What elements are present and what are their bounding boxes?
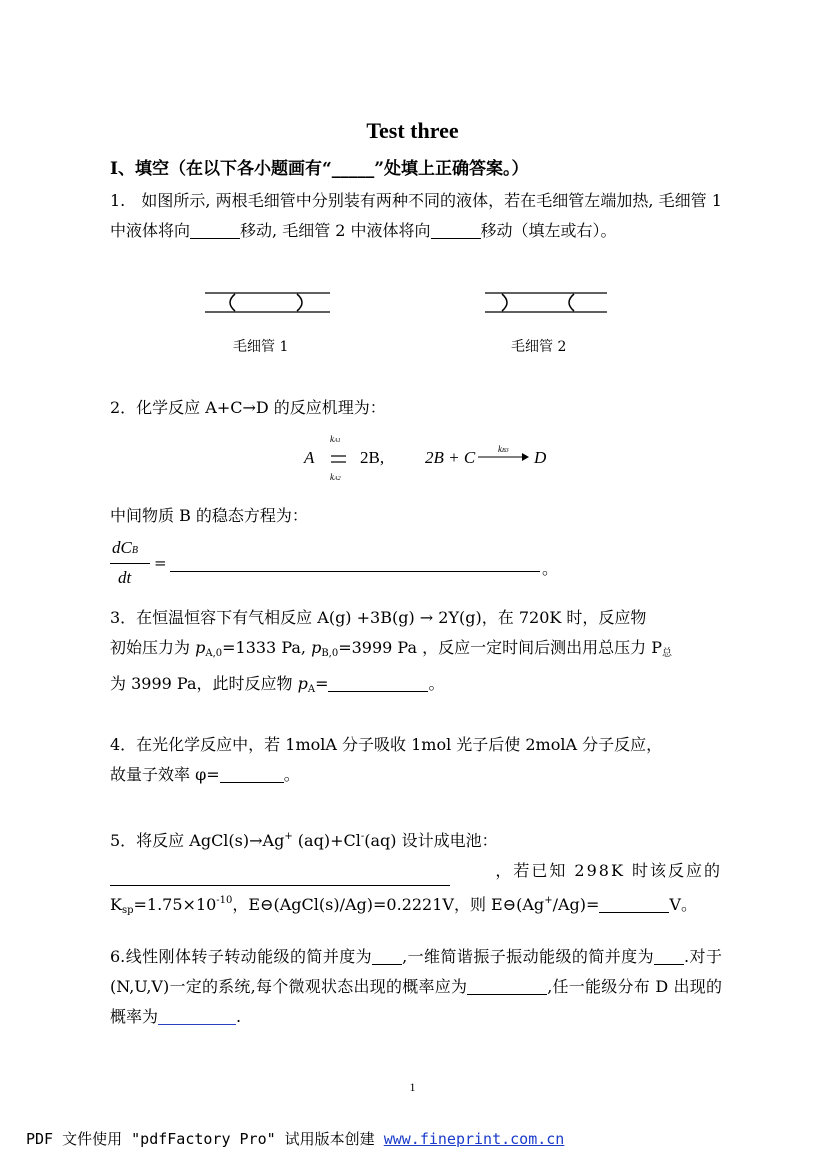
q3-blank[interactable]	[328, 675, 428, 692]
fraction-numerator: dCB	[112, 538, 138, 557]
capillary-2-diagram	[482, 288, 612, 318]
question-3	[110, 603, 722, 705]
page-number: 1	[409, 1080, 416, 1094]
eq-2b: 2B,	[360, 448, 385, 467]
q1-text-c: 移动（填左或右）。	[480, 221, 617, 240]
q6-blank-2[interactable]	[654, 948, 684, 965]
fraction-denominator: dt	[118, 568, 132, 587]
page-title: Test three	[366, 118, 459, 143]
q5-line-2: ，若已知 298K 时该反应的	[110, 856, 722, 886]
section-heading: I、填空（在以下各小题画有“_____”处填上正确答案。）	[110, 159, 529, 179]
reaction-arrow	[478, 452, 530, 462]
q6-blank-3[interactable]	[467, 978, 547, 995]
q6-blank-4[interactable]	[158, 1008, 236, 1025]
pdf-footer	[26, 1128, 564, 1149]
question-1	[110, 186, 722, 246]
q6-text-b: ,一维简谐振子振动能级的简并度为	[402, 947, 655, 966]
equilibrium-arrow	[329, 453, 349, 465]
q5-potential-blank[interactable]	[599, 896, 669, 913]
q3-line-2: 初始压力为 $p_{A,0}=1333$ Pa, $p_{B,0}=3999$ Pa ，反应一定时间后测出用总压力 $P_总$	[110, 638, 672, 659]
q2-end-mark: 。	[542, 559, 559, 578]
footer-link[interactable]: www.fineprint.com.cn	[383, 1130, 565, 1148]
q5-line-1: 5．将反应 AgCl(s)→Ag+ (aq)+Cl-(aq) 设计成电池：	[110, 831, 498, 850]
q4-blank[interactable]	[220, 766, 284, 783]
capillary-1-caption: 毛细管 1	[233, 339, 289, 355]
capillary-2-caption: 毛细管 2	[511, 339, 567, 355]
steady-state-equation	[110, 538, 570, 598]
q2-answer-blank[interactable]	[170, 571, 540, 572]
eq-species-d: D	[534, 448, 547, 467]
q3-line-1: 3．在恒温恒容下有气相反应 A(g) +3B(g) → 2Y(g)，在 720K 时，反应物	[110, 608, 647, 627]
question-6	[110, 942, 722, 1032]
q1-blank-2[interactable]	[431, 222, 481, 239]
mechanism-equation	[280, 430, 580, 490]
eq-species-a: A	[304, 448, 315, 467]
q4-line-2: 故量子效率 φ= 。	[110, 765, 300, 784]
fraction-bar	[110, 563, 150, 564]
q4-line-1: 4．在光化学反应中，若 1molA 分子吸收 1mol 光子后使 2molA 分子反应，	[110, 735, 663, 754]
q6-end-mark: .	[236, 1007, 242, 1026]
q6-blank-1[interactable]	[372, 948, 402, 965]
k-b3-label: kB3	[498, 444, 509, 454]
q6-text-d: ,任一能级分布 D 出现的概率为	[110, 977, 722, 1026]
capillary-1-diagram	[205, 288, 335, 318]
k-a2-label: kA2	[330, 472, 341, 482]
q1-blank-1[interactable]	[190, 222, 240, 239]
question-4	[110, 730, 722, 790]
q1-text-b: 移动, 毛细管 2 中液体将向	[240, 221, 431, 240]
k-a1-label: kA1	[330, 434, 341, 444]
footer-text: PDF 文件使用 "pdfFactory Pro" 试用版本创建	[26, 1130, 384, 1148]
q6-text-a: 6.线性刚体转子转动能级的简并度为	[110, 947, 373, 966]
q5-cell-blank[interactable]	[110, 869, 450, 886]
steady-state-text: 中间物质 B 的稳态方程为：	[110, 506, 308, 525]
q6-text-c: .对于(N,U,V)一定的系统,每个微观状态出现的概率应为	[110, 947, 722, 996]
equals-sign: =	[154, 554, 167, 572]
eq-2b-plus-c: 2B + C	[425, 448, 476, 467]
question-2-text: 2．化学反应 A+C→D 的反应机理为：	[110, 398, 386, 417]
question-5	[110, 822, 722, 926]
q3-line-3: 为 3999 Pa，此时反应物 $p_A=$ 。	[110, 674, 445, 695]
q5-line-3: $K_{sp}=1.75\times 10^{-10}$，E⊖(AgCl(s)/Ag)=0.2221V，则 E⊖(Ag+/Ag)= V。	[110, 895, 697, 916]
q1-text-a: 1. 如图所示, 两根毛细管中分别装有两种不同的液体，若在毛细管左端加热, 毛细管 1 中液体将向	[110, 191, 722, 240]
